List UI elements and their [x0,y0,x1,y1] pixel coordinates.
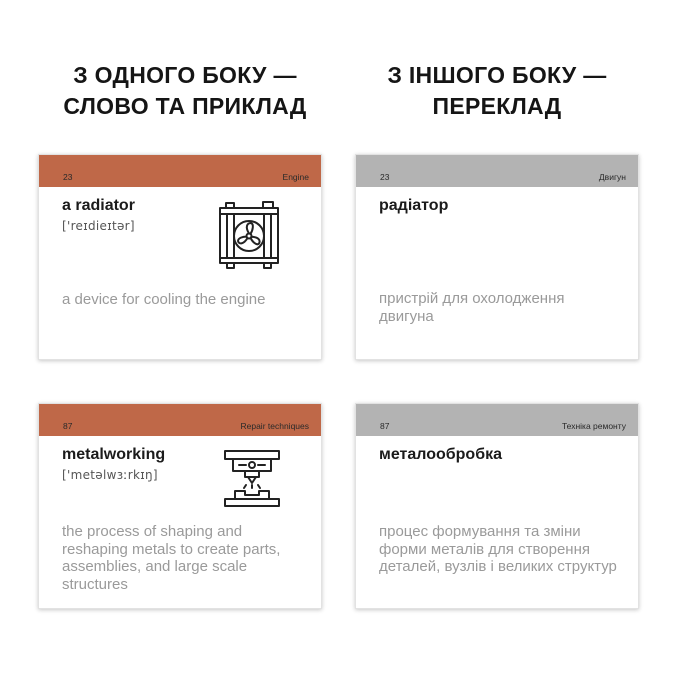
card-category: Repair techniques [240,421,309,431]
card-term: a radiator [62,197,135,214]
card-number: 87 [63,421,73,431]
card-header-bar [356,155,638,187]
heading-line: З ІНШОГО БОКУ — [387,62,607,88]
card-number: 23 [380,172,390,182]
card-header-bar [356,404,638,436]
card-description: процес формування та зміни форми металів для створення деталей, вузлів і великих структур [379,523,617,575]
front-side-heading [35,60,335,122]
card-category: Engine [282,172,309,182]
card-description: the process of shaping and reshaping metals to create parts, assemblies, and large scale structures [62,523,281,593]
flashcard-back-radiator[interactable] [355,154,639,360]
flashcard-front-metalworking[interactable] [38,403,322,609]
card-category: Двигун [598,172,626,182]
card-number: 23 [63,172,73,182]
back-side-heading [347,60,647,122]
flashcard-front-radiator[interactable] [38,154,322,360]
card-term: радіатор [379,197,449,214]
card-category: Техніка ремонту [561,421,626,431]
card-description: пристрій для охолодження двигуна [379,290,565,325]
flashcard-back-metalworking[interactable] [355,403,639,609]
radiator-icon [217,201,281,269]
card-header-bar [39,404,321,436]
heading-line: СЛОВО ТА ПРИКЛАД [63,93,307,119]
card-term: металообробка [379,446,502,463]
card-transcription: ['metəlwɜːrkɪŋ] [62,468,158,482]
card-transcription: ['reɪdieɪtər] [62,219,135,233]
card-description: a device for cooling the engine [62,291,266,308]
card-header-bar [39,155,321,187]
card-number: 87 [380,421,390,431]
metal-press-icon [221,449,283,509]
heading-line: З ОДНОГО БОКУ — [73,62,297,88]
card-term: metalworking [62,446,166,463]
heading-line: ПЕРЕКЛАД [432,93,562,119]
